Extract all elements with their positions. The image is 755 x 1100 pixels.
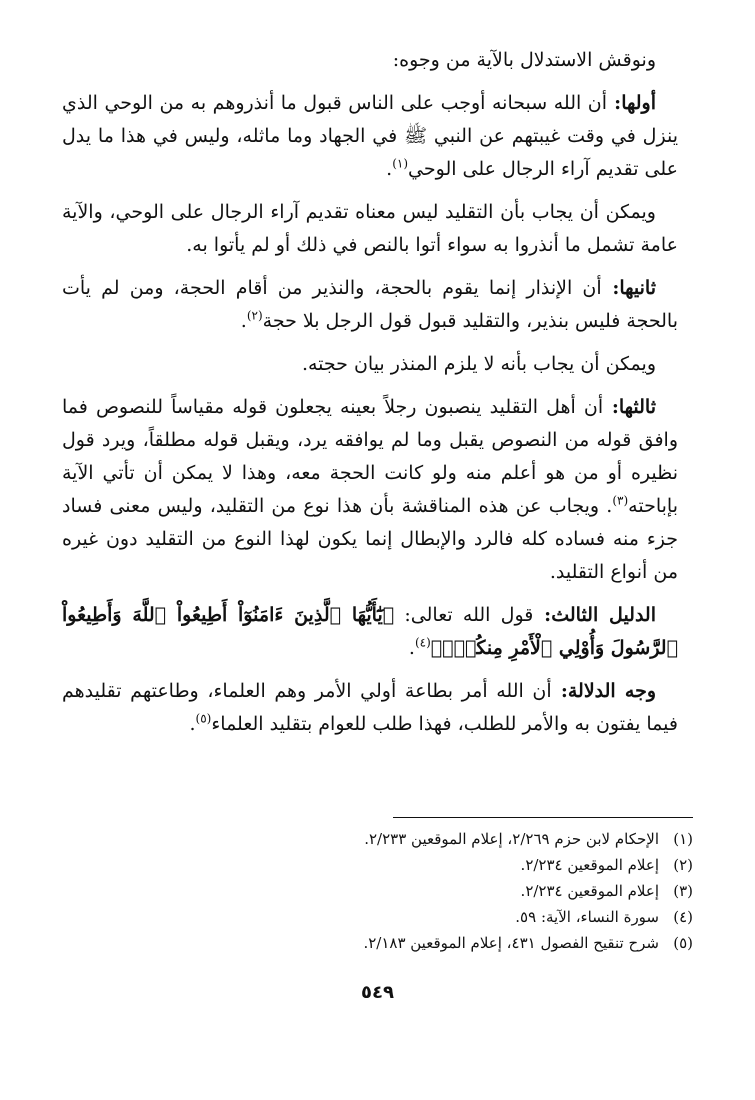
page-number: ٥٤٩ bbox=[361, 982, 394, 1003]
footnote-number: (٤) bbox=[673, 908, 693, 926]
footnote-ref-5[interactable]: (٥) bbox=[195, 711, 212, 726]
footnote-ref-3[interactable]: (٣) bbox=[612, 493, 629, 508]
indication-label: وجه الدلالة bbox=[567, 680, 657, 702]
second-point-text: أن الإنذار إنما يقوم بالحجة، والنذير من أقام الحجة، ومن لم يأت بالحجة فليس بنذير، والتقليد قبول قول الرجل بلا حجة bbox=[62, 277, 678, 332]
second-point-end: . bbox=[240, 310, 247, 332]
second-point-separator: : bbox=[601, 277, 620, 299]
first-reply-paragraph bbox=[62, 196, 678, 262]
footnote-text: إعلام الموقعين ٢/٢٣٤. bbox=[520, 856, 659, 874]
footnote-ref-4[interactable]: (٤) bbox=[414, 635, 431, 650]
third-point-separator: : bbox=[603, 396, 619, 418]
first-point-label: أولها bbox=[621, 92, 656, 114]
third-point-text: أن أهل التقليد ينصبون رجلاً بعينه يجعلون قوله مقياساً للنصوص فما وافق قوله من النصوص يقبل وما لم يوافقه يرد، ويقبل قوله مطلقاً، ويرد قول نظيره أو من هو أعلم منه ولو كانت الحجة معه، وهذا لا يمكن أن تأتي الآية بإباحته bbox=[62, 396, 678, 517]
third-evidence-paragraph bbox=[62, 599, 678, 665]
second-point-paragraph bbox=[62, 272, 678, 338]
footnote-ref-1[interactable]: (١) bbox=[392, 156, 409, 171]
first-point-separator: : bbox=[607, 92, 622, 114]
footnote-number: (١) bbox=[673, 830, 693, 848]
footnote-ref-2[interactable]: (٢) bbox=[246, 308, 263, 323]
first-reply-text: ويمكن أن يجاب بأن التقليد ليس معناه تقديم آراء الرجال على الوحي، والآية عامة تشمل ما أنذروا به سواء أتوا بالنص في ذلك أو لم يأتوا به. bbox=[62, 201, 678, 256]
footnote-item bbox=[193, 930, 693, 956]
intro-paragraph bbox=[62, 44, 678, 77]
third-evidence-separator: : bbox=[533, 604, 552, 626]
footnote-text: إعلام الموقعين ٢/٢٣٤. bbox=[520, 882, 659, 900]
footnote-item bbox=[193, 852, 693, 878]
footnote-item bbox=[193, 878, 693, 904]
third-evidence-end: . bbox=[408, 637, 415, 659]
main-text bbox=[62, 44, 678, 751]
footnote-text: الإحكام لابن حزم ٢/٢٦٩، إعلام الموقعين ٢/٢٣٣. bbox=[364, 830, 659, 848]
first-point-end: . bbox=[386, 158, 393, 180]
indication-text: أن الله أمر بطاعة أولي الأمر وهم العلماء، وطاعتهم تقليدهم فيما يفتون به والأمر للطلب، فهذا طلب للعوام بتقليد العلماء bbox=[62, 680, 678, 735]
footnotes bbox=[193, 826, 693, 956]
third-point-label: ثالثها bbox=[618, 396, 656, 418]
footnote-number: (٣) bbox=[673, 882, 693, 900]
footnote-item bbox=[193, 826, 693, 852]
third-evidence-label: الدليل الثالث bbox=[551, 604, 657, 626]
first-point-paragraph bbox=[62, 87, 678, 186]
second-point-label: ثانيها bbox=[619, 277, 656, 299]
intro-text: ونوقش الاستدلال بالآية من وجوه: bbox=[392, 49, 656, 71]
third-evidence-lead: قول الله تعالى: bbox=[394, 604, 534, 626]
footnote-number: (٢) bbox=[673, 856, 693, 874]
third-point-paragraph bbox=[62, 391, 678, 589]
footnote-number: (٥) bbox=[673, 934, 693, 952]
indication-separator: : bbox=[551, 680, 568, 702]
indication-end: . bbox=[189, 713, 196, 735]
first-point-text: أن الله سبحانه أوجب على الناس قبول ما أنذروهم به من الوحي الذي ينزل في وقت غيبتهم عن النبي ﷺ في الجهاد وما ماثله، وليس في هذا ما يدل على تقديم آراء الرجال على الوحي bbox=[62, 92, 678, 180]
footnote-text: سورة النساء، الآية: ٥٩. bbox=[515, 908, 659, 926]
third-point-reply: . ويجاب عن هذه المناقشة بأن هذا نوع من التقليد، وليس معنى فساد جزء منه فساده كله فالرد والإبطال إنما يكون لهذا النوع من التقليد دون غيره من أنواع التقليد. bbox=[62, 495, 678, 583]
second-reply-text: ويمكن أن يجاب بأنه لا يلزم المنذر بيان حجته. bbox=[301, 353, 656, 375]
footnote-divider bbox=[393, 817, 693, 818]
quran-verse: ﴿يَٰٓأَيُّهَا ٱلَّذِينَ ءَامَنُوٓاْ أَطِيعُواْ ٱللَّهَ وَأَطِيعُواْ ٱلرَّسُولَ وَأُوْلِي ٱلْأَمْرِ مِنكُمْۖ﴾ bbox=[62, 604, 678, 659]
footnote-text: شرح تنقيح الفصول ٤٣١، إعلام الموقعين ٢/١٨٣. bbox=[363, 934, 659, 952]
footnote-item bbox=[193, 904, 693, 930]
indication-paragraph bbox=[62, 675, 678, 741]
second-reply-paragraph bbox=[62, 348, 678, 381]
